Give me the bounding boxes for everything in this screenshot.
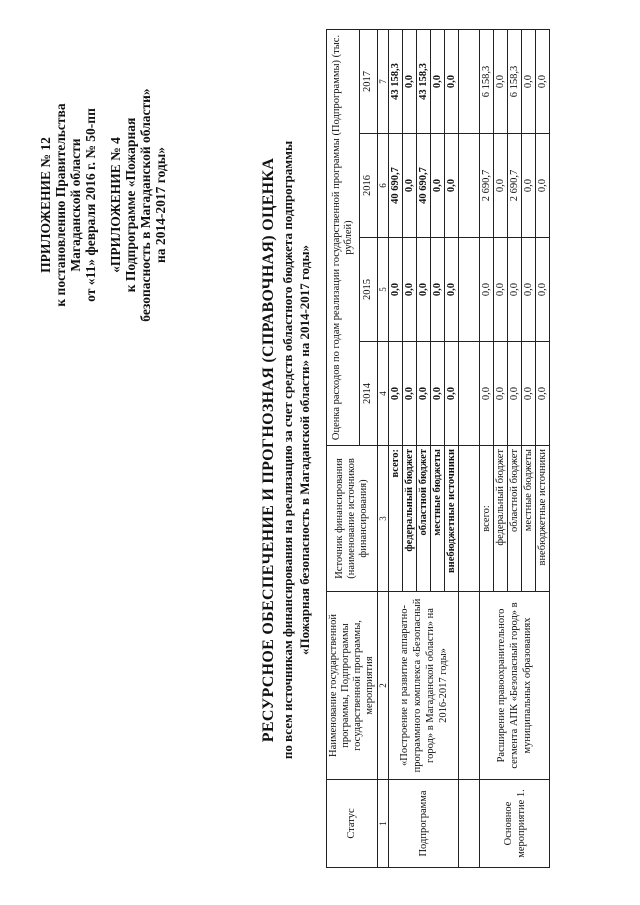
appendix-program-line1: к Подпрограмме «Пожарная: [123, 117, 138, 293]
row-name: «Построение и развитие аппаратно-программного комплекса «Безопасный город» в Магаданской области» на 2016-2017 годы»: [389, 592, 459, 780]
cell-2017: 0,0: [536, 30, 550, 134]
cell-2015: 0,0: [389, 238, 403, 342]
header-status: Статус: [327, 780, 378, 868]
cell-2015: 0,0: [480, 238, 494, 342]
document-sheet: [8, 10, 628, 890]
row-name: Расширение правоохранительного сегмента АПК «Безопасный город» в муниципальных образованиях: [480, 592, 550, 780]
cell-2016: 0,0: [403, 134, 417, 238]
cell-2016: 40 690,7: [417, 134, 431, 238]
cell-2017: 0,0: [431, 30, 445, 134]
row-source: внебюджетные источники: [445, 446, 459, 592]
header-name: Наименование государственной программы, Подпрограммы государственной программы, мероприятия: [327, 592, 378, 780]
cell-2014: 0,0: [445, 342, 459, 446]
cell-2016: 0,0: [536, 134, 550, 238]
cell-2016: 2 690,7: [508, 134, 522, 238]
cell-2015: 0,0: [522, 238, 536, 342]
cell-2014: 0,0: [431, 342, 445, 446]
cell-2017: 43 158,3: [417, 30, 431, 134]
cell-2017: 0,0: [494, 30, 508, 134]
row-status: Основное мероприятие 1.: [480, 780, 550, 868]
row-source: федеральный бюджет: [403, 446, 417, 592]
cell-2016: 0,0: [445, 134, 459, 238]
column-number: 6: [378, 134, 389, 238]
cell-2015: 0,0: [403, 238, 417, 342]
header-estimate: Оценка расходов по годам реализации государственной программы (Подпрограммы) (тыс. рублей): [327, 30, 360, 446]
header-source: Источник финансирования (наименование источников финансирования): [327, 446, 378, 592]
cell-2014: 0,0: [508, 342, 522, 446]
cell-2016: 0,0: [522, 134, 536, 238]
cell-2016: 0,0: [494, 134, 508, 238]
cell-2015: 0,0: [494, 238, 508, 342]
cell-2015: 0,0: [536, 238, 550, 342]
table-row-spacer: [459, 30, 480, 868]
row-source: всего:: [389, 446, 403, 592]
cell-2014: 0,0: [480, 342, 494, 446]
cell-2015: 0,0: [417, 238, 431, 342]
row-source: местные бюджеты: [431, 446, 445, 592]
cell-2014: 0,0: [417, 342, 431, 446]
appendix-date: от «11» февраля 2016 г. № 50-пп: [83, 108, 98, 302]
row-source: областной бюджет: [417, 446, 431, 592]
column-number: 1: [378, 780, 389, 868]
cell-2014: 0,0: [494, 342, 508, 446]
header-year-2014: 2014: [359, 342, 377, 446]
document-title: РЕСУРСНОЕ ОБЕСПЕЧЕНИЕ И ПРОГНОЗНАЯ (СПРАВОЧНАЯ) ОЦЕНКА: [260, 157, 277, 743]
column-number: 4: [378, 342, 389, 446]
cell-2017: 43 158,3: [389, 30, 403, 134]
header-year-2016: 2016: [359, 134, 377, 238]
cell-2014: 0,0: [536, 342, 550, 446]
resource-table: [326, 29, 550, 868]
header-year-2017: 2017: [359, 30, 377, 134]
cell-2015: 0,0: [445, 238, 459, 342]
cell-2015: 0,0: [431, 238, 445, 342]
appendix-block: [38, 40, 168, 370]
cell-2016: 40 690,7: [389, 134, 403, 238]
column-number: 2: [378, 592, 389, 780]
row-source: федеральный бюджет: [494, 446, 508, 592]
table-row: [480, 30, 494, 868]
row-source: внебюджетные источники: [536, 446, 550, 592]
column-number-row: [378, 30, 389, 868]
cell-2016: 0,0: [431, 134, 445, 238]
cell-2016: 2 690,7: [480, 134, 494, 238]
column-number: 3: [378, 446, 389, 592]
cell-2017: 6 158,3: [480, 30, 494, 134]
cell-2015: 0,0: [508, 238, 522, 342]
cell-2014: 0,0: [389, 342, 403, 446]
appendix-reference: к постановлению Правительства: [53, 103, 68, 307]
row-status: Подпрограмма: [389, 780, 459, 868]
cell-2014: 0,0: [522, 342, 536, 446]
row-source: всего:: [480, 446, 494, 592]
appendix-program-line2: безопасность в Магаданской области»: [138, 88, 153, 322]
appendix-original-number: «ПРИЛОЖЕНИЕ № 4: [108, 137, 123, 273]
document-subtitle-1: по всем источникам финансирования на реализацию за счет средств областного бюджета подпрограммы: [280, 140, 295, 760]
cell-2017: 0,0: [445, 30, 459, 134]
row-source: местные бюджеты: [522, 446, 536, 592]
table-row: [389, 30, 403, 868]
document-subtitle-2: «Пожарная безопасность в Магаданской области» на 2014-2017 годы»: [297, 245, 312, 655]
header-year-2015: 2015: [359, 238, 377, 342]
appendix-program-years: на 2014-2017 годы»: [153, 146, 168, 264]
column-number: 5: [378, 238, 389, 342]
cell-2017: 0,0: [403, 30, 417, 134]
column-number: 7: [378, 30, 389, 134]
appendix-number: ПРИЛОЖЕНИЕ № 12: [38, 137, 53, 273]
cell-2014: 0,0: [403, 342, 417, 446]
appendix-region: Магаданской области: [68, 138, 83, 272]
document-heading: [260, 70, 312, 830]
row-source: областной бюджет: [508, 446, 522, 592]
cell-2017: 6 158,3: [508, 30, 522, 134]
cell-2017: 0,0: [522, 30, 536, 134]
